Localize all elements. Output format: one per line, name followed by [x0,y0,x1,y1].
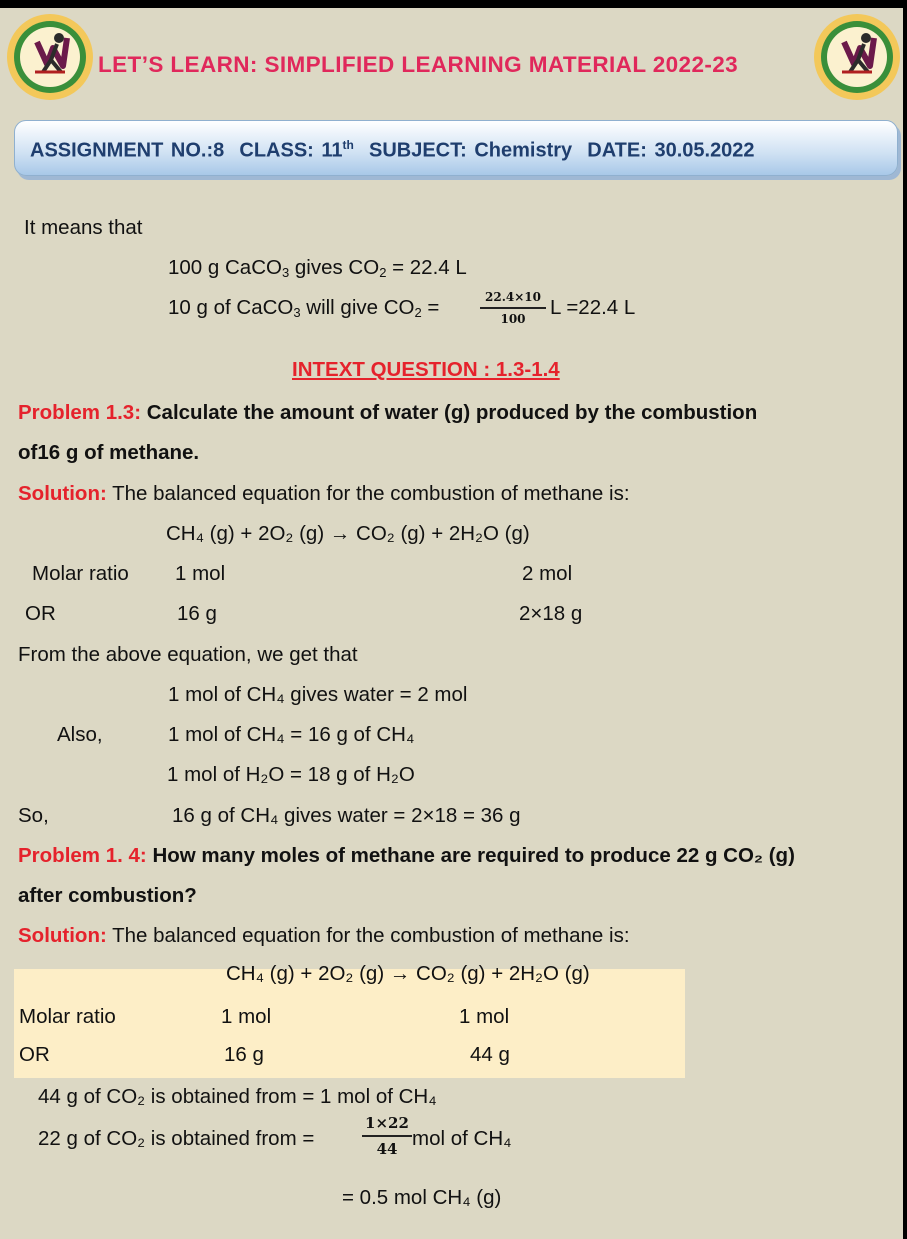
or-label-2: OR [19,1043,50,1066]
molar-ratio-co2: 1 mol [459,1005,510,1028]
header-title: LET’S LEARN: SIMPLIFIED LEARNING MATERIAL 2022-23 [98,52,739,77]
step-1: 1 mol of CH₄ gives water = 2 mol [168,683,468,706]
step-3: 1 mol of H₂O = 18 g of H₂O [167,763,415,786]
problem-1-3-cont: of16 g of methane. [18,441,200,464]
intro-eq-2: 10 g of CaCO$_3$ will give $CO_2$ = [168,296,440,320]
mass-h2o: 2×18 g [519,602,583,625]
page [0,8,903,1239]
mass-ch4: 16 g [177,602,217,625]
intro-eq-1: 100 g CaCO$_3$ gives $CO_2 = 22.4$ L [168,256,467,280]
assignment-number: ASSIGNMENT NO.:8 [30,139,225,162]
equation-1-4: CH₄ (g) + 2O₂ (g) → CO₂ (g) + 2H₂O (g) [226,962,590,985]
molar-ratio-h2o: 2 mol [522,562,573,585]
mass-ch4-2: 16 g [224,1043,264,1066]
step-2: 1 mol of CH₄ = 16 g of CH₄ [168,723,415,746]
final-answer: = 0.5 mol CH₄ (g) [342,1186,502,1209]
from-equation: From the above equation, we get that [18,643,358,666]
step-1-4-b-tail: mol of CH₄ [412,1127,512,1150]
class-label: CLASS: 11 [239,139,343,162]
fraction-volume: $\frac{22.4\times 10}{100}$ [480,290,546,326]
so-label: So, [18,804,49,827]
molar-ratio-label: Molar ratio [32,562,129,585]
or-label: OR [25,602,56,625]
molar-ratio-ch4: 1 mol [175,562,226,585]
solution-1-4: Solution: The balanced equation for the combustion of methane is: [18,924,630,947]
mass-co2: 44 g [470,1043,510,1066]
intro-line: It means that [24,216,143,239]
problem-1-4: Problem 1. 4: How many moles of methane are required to produce 22 g CO₂ (g) [18,844,795,867]
molar-ratio-ch4-2: 1 mol [221,1005,272,1028]
solution-1-3: Solution: The balanced equation for the combustion of methane is: [18,482,630,505]
problem-1-4-cont: after combustion? [18,884,197,907]
subject-label: SUBJECT: Chemistry [368,139,573,162]
step-1-4-b: 22 g of CO₂ is obtained from = [38,1127,315,1150]
school-logo-icon [814,14,900,100]
equation-1-3: CH₄ (g) + 2O₂ (g) → CO₂ (g) + 2H₂O (g) [166,522,530,545]
school-logo-icon [7,14,93,100]
problem-1-3: Problem 1.3: Calculate the amount of water (g) produced by the combustion [18,401,758,424]
step-1-4-a: 44 g of CO₂ is obtained from = 1 mol of CH₄ [38,1085,437,1108]
intro-eq-2-result: L =22.4 L [550,296,636,319]
step-4: 16 g of CH₄ gives water = 2×18 = 36 g [172,804,521,827]
molar-ratio-label-2: Molar ratio [19,1005,116,1028]
assignment-info: ASSIGNMENT NO.:8 CLASS: 11th SUBJECT: Chemistry DATE: 30.05.2022 [30,138,755,162]
also-label: Also, [57,723,103,746]
fraction-moles: $\frac{1\times 22}{44}$ [362,1114,412,1158]
intext-question-heading: INTEXT QUESTION : 1.3-1.4 [292,358,560,381]
date-label: DATE: 30.05.2022 [587,139,755,162]
